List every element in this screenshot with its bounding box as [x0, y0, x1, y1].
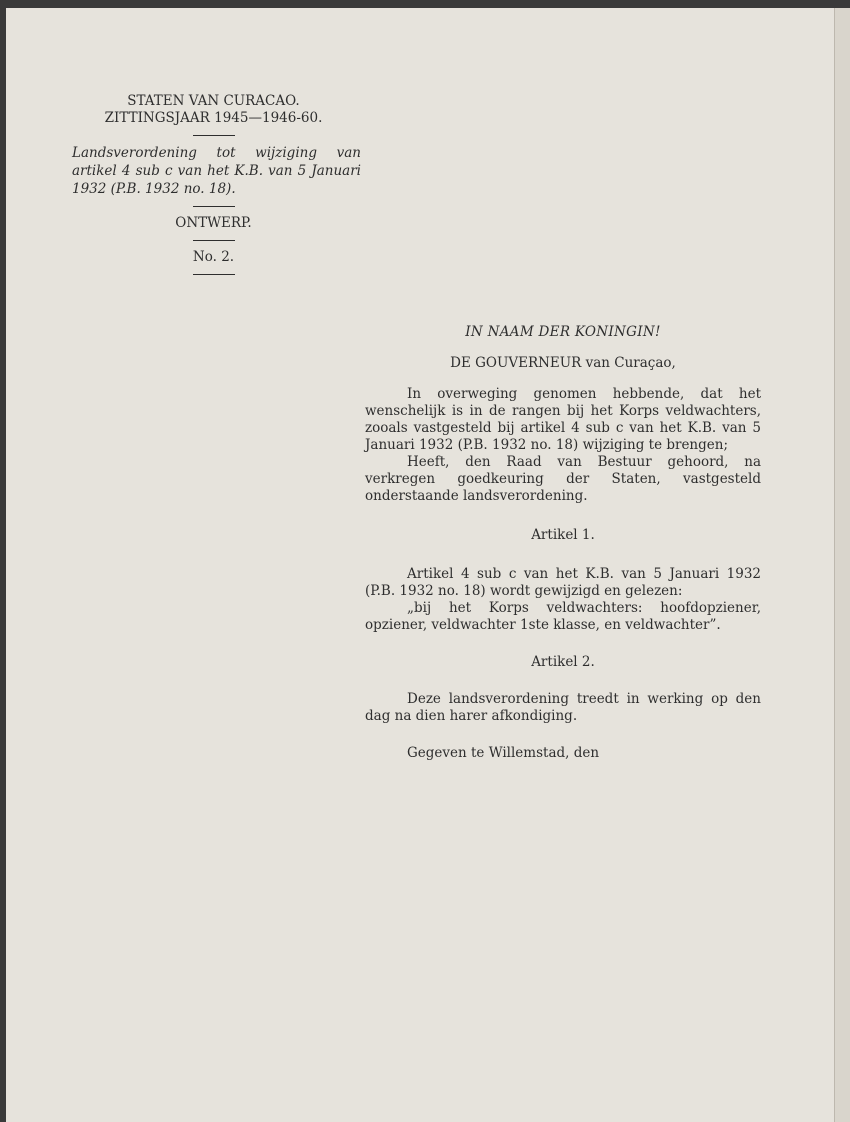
document-page [6, 8, 834, 1122]
article-1-heading: Artikel 1. [531, 527, 595, 543]
invocation: IN NAAM DER KONINGIN! [465, 324, 661, 340]
divider [193, 206, 235, 207]
divider [193, 135, 235, 136]
header-subject: Landsverordening tot wijziging van artikel 4 sub c van het K.B. van 5 Januari 1932 (P.B. 1932 no. 18). [72, 145, 361, 197]
closing-line: Gegeven te Willemstad, den [407, 745, 600, 761]
article-1-text: Artikel 4 sub c van het K.B. van 5 Januari 1932 (P.B. 1932 no. 18) wordt gewijzigd en gelezen: [365, 566, 761, 599]
header-number: No. 2. [192, 249, 235, 265]
document-body [365, 324, 761, 762]
governor-line: DE GOUVERNEUR van Curaçao, [450, 355, 676, 371]
header-draft-label: ONTWERP. [175, 215, 252, 231]
header-institution: STATEN VAN CURACAO. [127, 93, 300, 109]
article-1-quote: „bij het Korps veldwachters: hoofdopziener, opziener, veldwachter 1ste klasse, en veldwachter”. [365, 600, 761, 633]
preamble-paragraph-2: Heeft, den Raad van Bestuur gehoord, na verkregen goedkeuring der Staten, vastgesteld onderstaande landsverordening. [365, 454, 761, 504]
article-2-text: Deze landsverordening treedt in werking op den dag na dien harer afkondiging. [365, 691, 761, 724]
article-2-heading: Artikel 2. [531, 654, 595, 670]
page-edge [834, 8, 850, 1122]
preamble-paragraph-1: In overweging genomen hebbende, dat het wenschelijk is in de rangen bij het Korps veldwachters, zooals vastgesteld bij artikel 4 sub c van het K.B. van 5 Januari 1932 (P.B. 1932 no. 18) wijziging te brengen; [365, 386, 761, 453]
divider [193, 240, 235, 241]
header-session-year: ZITTINGSJAAR 1945—1946-60. [104, 110, 323, 126]
document-header [66, 93, 361, 283]
divider [193, 274, 235, 275]
